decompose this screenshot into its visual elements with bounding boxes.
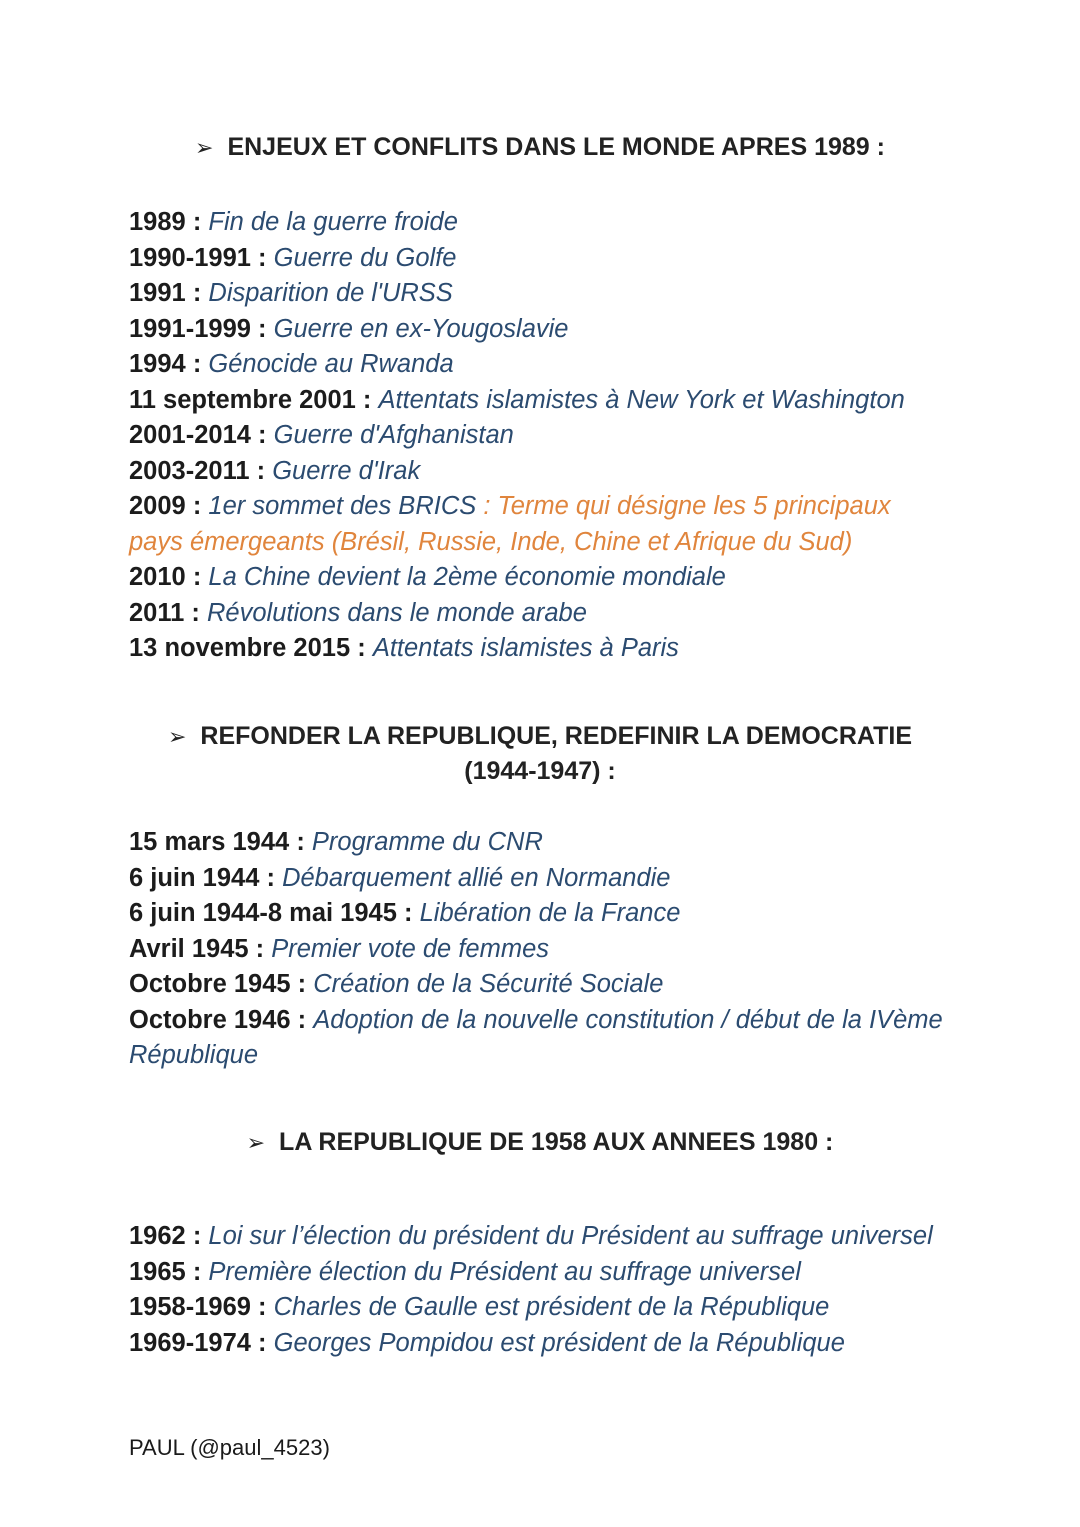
entry-date: 1969-1974 xyxy=(129,1328,251,1357)
entry-event: Disparition de l'URSS xyxy=(208,279,453,307)
section-heading-3 xyxy=(0,1125,1080,1160)
entry-date: 2003-2011 xyxy=(129,456,250,485)
section-heading-3-text: LA REPUBLIQUE DE 1958 AUX ANNEES 1980 : xyxy=(279,1128,834,1156)
timeline-entry: 2003-2011 : Guerre d'Irak xyxy=(129,456,421,485)
timeline-entry: 1991 : Disparition de l'URSS xyxy=(129,279,453,307)
arrow-bullet-icon: ➢ xyxy=(167,724,187,749)
entry-event: La Chine devient la 2ème économie mondiale xyxy=(208,563,726,591)
timeline-entry: 1969-1974 : Georges Pompidou est président de la République xyxy=(129,1328,845,1357)
timeline-list-3 xyxy=(129,1219,949,1361)
entry-date: 15 mars 1944 xyxy=(129,828,290,856)
timeline-entry: 2001-2014 : Guerre d'Afghanistan xyxy=(129,421,514,449)
arrow-bullet-icon: ➢ xyxy=(246,1130,266,1155)
entry-event: Charles de Gaulle est président de la République xyxy=(273,1293,830,1321)
arrow-bullet-icon: ➢ xyxy=(195,135,214,160)
entry-event: Guerre du Golfe xyxy=(273,243,457,272)
entry-definition-note: : Terme qui désigne les 5 principaux pays émergeants (Brésil, Russie, Inde, Chine et Afrique du Sud) xyxy=(129,492,891,556)
entry-event: Attentats islamistes à Paris xyxy=(372,634,679,662)
timeline-entry: 1989 : Fin de la guerre froide xyxy=(129,208,458,236)
entry-date: Avril 1945 xyxy=(129,934,249,963)
entry-event: Débarquement allié en Normandie xyxy=(282,863,671,892)
entry-event: Georges Pompidou est président de la République xyxy=(273,1328,845,1357)
entry-date: 13 novembre 2015 xyxy=(129,634,351,662)
entry-date: 2001-2014 xyxy=(129,421,251,449)
entry-date: 1991-1999 xyxy=(129,314,251,343)
timeline-list-1 xyxy=(129,205,949,667)
entry-date: 2010 xyxy=(129,563,186,591)
entry-event: Création de la Sécurité Sociale xyxy=(313,970,664,998)
timeline-entry: 11 septembre 2001 : Attentats islamistes à New York et Washington xyxy=(129,385,905,414)
section-heading-2-line2: (1944-1947) : xyxy=(464,757,616,785)
entry-date: 2011 xyxy=(129,598,185,627)
entry-event: Guerre d'Irak xyxy=(272,456,421,485)
timeline-entry: 6 juin 1944-8 mai 1945 : Libération de la France xyxy=(129,899,681,927)
entry-date: 1994 xyxy=(129,350,186,378)
timeline-entry: Octobre 1945 : Création de la Sécurité Sociale xyxy=(129,970,664,998)
timeline-entry: 2009 : 1er sommet des BRICS : Terme qui désigne les 5 principaux pays émergeants (Brésil, Russie, Inde, Chine et Afrique du Sud) xyxy=(129,492,891,556)
entry-event: Loi sur l’élection du président du Président au suffrage universel xyxy=(208,1222,933,1250)
entry-date: Octobre 1945 xyxy=(129,970,291,998)
entry-date: 1965 xyxy=(129,1257,186,1286)
entry-event: Guerre en ex-Yougoslavie xyxy=(273,314,569,343)
section-heading-2-line1: REFONDER LA REPUBLIQUE, REDEFINIR LA DEMOCRATIE xyxy=(200,722,913,750)
entry-date: 2009 xyxy=(129,492,186,520)
timeline-entry: 15 mars 1944 : Programme du CNR xyxy=(129,828,543,856)
timeline-entry: 13 novembre 2015 : Attentats islamistes à Paris xyxy=(129,634,679,662)
timeline-list-2 xyxy=(129,825,949,1074)
entry-event: 1er sommet des BRICS xyxy=(208,492,477,520)
section-heading-1-text: ENJEUX ET CONFLITS DANS LE MONDE APRES 1989 : xyxy=(227,133,885,161)
timeline-entry: 1962 : Loi sur l’élection du président du Président au suffrage universel xyxy=(129,1222,933,1250)
entry-event: Attentats islamistes à New York et Washington xyxy=(378,385,905,414)
section-heading-2 xyxy=(0,719,1080,789)
timeline-entry: Avril 1945 : Premier vote de femmes xyxy=(129,934,549,963)
entry-event: Premier vote de femmes xyxy=(271,934,549,963)
entry-event: Programme du CNR xyxy=(311,828,543,856)
timeline-entry: 2010 : La Chine devient la 2ème économie mondiale xyxy=(129,563,726,591)
entry-date: 1991 xyxy=(129,279,186,307)
entry-date: 1989 xyxy=(129,208,186,236)
entry-event: Révolutions dans le monde arabe xyxy=(207,598,587,627)
entry-date: 11 septembre 2001 xyxy=(129,385,356,414)
timeline-entry: 2011 : Révolutions dans le monde arabe xyxy=(129,598,587,627)
entry-event: Guerre d'Afghanistan xyxy=(273,421,514,449)
timeline-entry: 1991-1999 : Guerre en ex-Yougoslavie xyxy=(129,314,569,343)
entry-date: 1990-1991 xyxy=(129,243,251,272)
timeline-entry: 1965 : Première élection du Président au suffrage universel xyxy=(129,1257,801,1286)
entry-date: Octobre 1946 xyxy=(129,1005,291,1034)
entry-event: Fin de la guerre froide xyxy=(208,208,458,236)
timeline-entry: 1990-1991 : Guerre du Golfe xyxy=(129,243,457,272)
entry-event: Libération de la France xyxy=(419,899,681,927)
entry-date: 6 juin 1944 xyxy=(129,863,260,892)
author-footer: PAUL (@paul_4523) xyxy=(129,1435,330,1460)
timeline-entry: Octobre 1946 : Adoption de la nouvelle constitution / début de la IVème République xyxy=(129,1005,943,1069)
entry-date: 6 juin 1944-8 mai 1945 xyxy=(129,899,397,927)
entry-event: Première élection du Président au suffrage universel xyxy=(208,1257,801,1286)
section-heading-1 xyxy=(0,130,1080,165)
entry-date: 1958-1969 xyxy=(129,1293,251,1321)
timeline-entry: 1994 : Génocide au Rwanda xyxy=(129,350,454,378)
entry-date: 1962 xyxy=(129,1222,186,1250)
entry-event: Génocide au Rwanda xyxy=(208,350,454,378)
entry-event: Adoption de la nouvelle constitution / début de la IVème République xyxy=(129,1005,943,1069)
timeline-entry: 1958-1969 : Charles de Gaulle est président de la République xyxy=(129,1293,830,1321)
timeline-entry: 6 juin 1944 : Débarquement allié en Normandie xyxy=(129,863,671,892)
